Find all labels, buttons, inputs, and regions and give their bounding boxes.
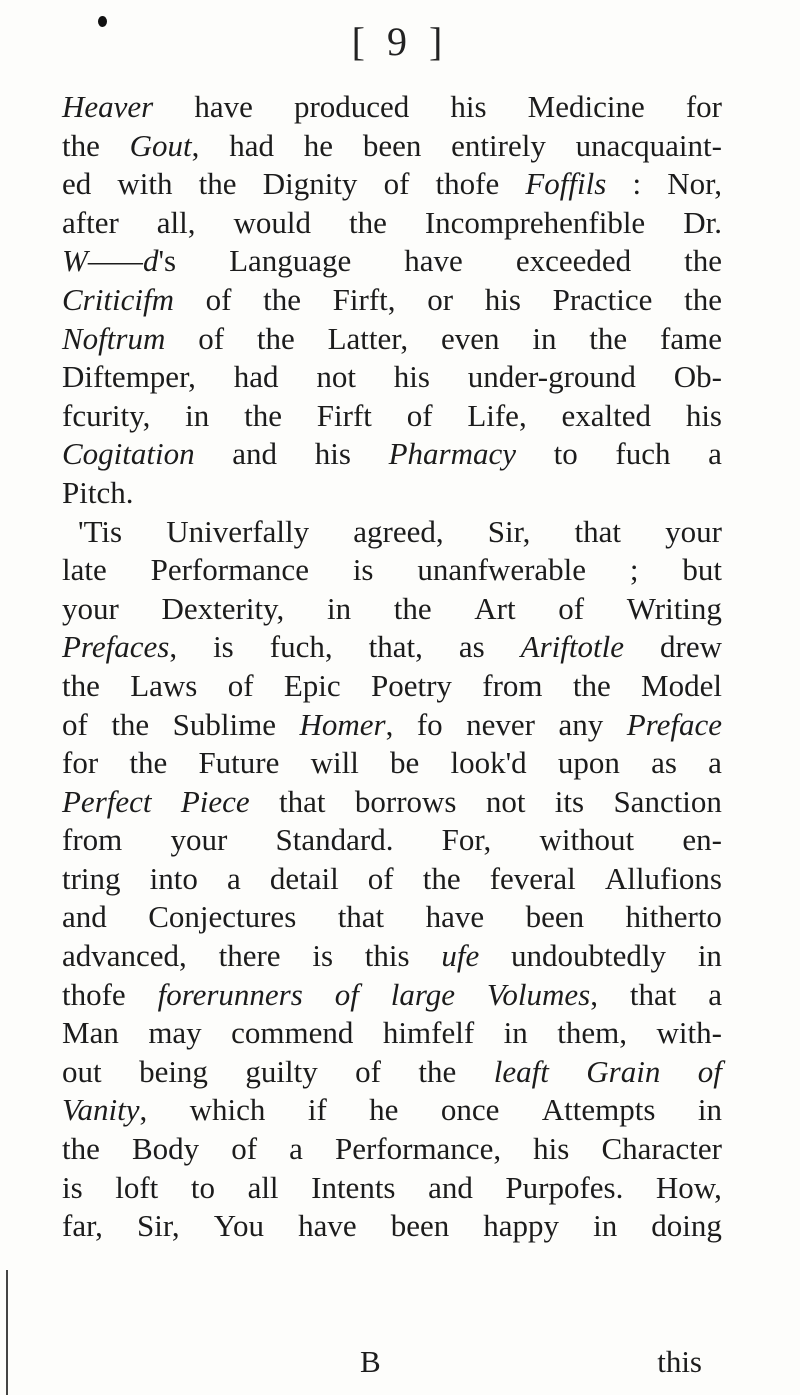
word: his xyxy=(685,397,722,433)
word: which xyxy=(189,1092,266,1128)
text-line xyxy=(62,860,722,899)
text-line xyxy=(62,1207,722,1246)
word: : xyxy=(632,166,642,202)
word: doing xyxy=(651,1208,722,1244)
word: of xyxy=(558,590,585,626)
word: for xyxy=(685,89,722,124)
word: agreed, xyxy=(353,513,444,549)
word: his xyxy=(314,436,351,472)
text-line xyxy=(62,976,722,1015)
word: his xyxy=(450,89,487,124)
word: Piece xyxy=(180,783,250,819)
word: that xyxy=(629,976,677,1012)
word: from xyxy=(62,822,123,858)
word: being xyxy=(139,1053,208,1089)
text-line xyxy=(62,706,722,745)
word: in xyxy=(697,938,722,974)
word: be xyxy=(390,745,420,781)
word: under-ground xyxy=(467,359,636,395)
word: the xyxy=(589,320,628,356)
word: happy xyxy=(483,1208,560,1244)
word: forerunners xyxy=(157,976,303,1012)
text-line xyxy=(62,1169,722,1208)
word: with xyxy=(117,166,173,202)
word: after xyxy=(62,204,119,240)
word: of xyxy=(383,166,410,202)
word: exceeded xyxy=(515,243,632,279)
text-line xyxy=(62,1091,722,1130)
word: into xyxy=(149,860,198,896)
text-line xyxy=(62,127,722,166)
word: Homer, xyxy=(299,706,394,742)
word: not xyxy=(316,359,356,395)
word: of xyxy=(367,860,394,896)
word: Prefaces, xyxy=(62,629,178,665)
word: Ob- xyxy=(673,359,722,395)
word: is xyxy=(62,1169,83,1205)
word: Art xyxy=(474,590,516,626)
text-line xyxy=(62,821,722,860)
word: Performance xyxy=(150,552,309,588)
word: Foffils xyxy=(525,166,607,202)
word: to xyxy=(553,436,578,472)
word: Volumes, xyxy=(486,976,598,1012)
word: without xyxy=(539,822,635,858)
word: Writing xyxy=(626,590,722,626)
word: the xyxy=(263,281,301,317)
word: en- xyxy=(682,822,722,858)
word: all xyxy=(247,1169,279,1205)
word: Sir, xyxy=(487,513,531,549)
word: the xyxy=(684,243,722,279)
word: once xyxy=(440,1092,500,1128)
word: if xyxy=(307,1092,327,1128)
word: Body xyxy=(131,1131,200,1167)
word: thofe xyxy=(62,976,126,1012)
word: commend xyxy=(231,1015,354,1051)
word: the xyxy=(62,127,100,163)
text-line xyxy=(62,1014,722,1053)
word: that xyxy=(574,513,622,549)
signature-mark: B xyxy=(360,1344,381,1379)
word: fcurity, xyxy=(62,397,151,433)
word: Dexterity, xyxy=(161,590,285,626)
word: a xyxy=(226,860,241,896)
word: but xyxy=(682,552,722,588)
word: Medicine xyxy=(527,89,645,124)
text-line xyxy=(62,898,722,937)
word: Preface xyxy=(626,706,722,742)
word: Epic xyxy=(283,667,341,703)
word: a xyxy=(708,976,722,1012)
word: You xyxy=(213,1208,265,1244)
word: produced xyxy=(293,89,410,124)
text-line xyxy=(62,320,722,359)
word: in xyxy=(593,1208,618,1244)
text-line xyxy=(62,242,722,281)
word: with- xyxy=(656,1015,722,1051)
text-line xyxy=(62,551,722,590)
word: Firft xyxy=(316,397,372,433)
text-line xyxy=(62,783,722,822)
word: Attempts xyxy=(541,1092,656,1128)
word: been xyxy=(525,899,585,935)
text-line xyxy=(62,435,722,474)
word: hitherto xyxy=(625,899,722,935)
word: exalted xyxy=(561,397,652,433)
word: undoubtedly xyxy=(511,938,667,974)
text-line xyxy=(62,1053,722,1092)
word: and xyxy=(232,436,278,472)
word: have xyxy=(404,243,463,279)
word: How, xyxy=(655,1169,722,1205)
word: as xyxy=(651,745,677,781)
word: Character xyxy=(601,1131,722,1167)
word: the xyxy=(684,281,722,317)
word: this xyxy=(364,938,410,974)
word: and xyxy=(428,1169,473,1205)
word: been xyxy=(390,1208,450,1244)
word: Language xyxy=(229,243,352,279)
text-line xyxy=(62,1130,722,1169)
word: of xyxy=(198,320,225,356)
word: Pharmacy xyxy=(388,436,516,472)
word: feveral xyxy=(489,860,576,896)
word: Life, xyxy=(467,397,527,433)
word: Nor, xyxy=(667,166,722,202)
word: have xyxy=(194,89,253,124)
word: loft xyxy=(115,1169,159,1205)
word: Diftemper, xyxy=(62,359,196,395)
word: Vanity, xyxy=(62,1092,148,1128)
word: your xyxy=(62,590,119,626)
word: your xyxy=(170,822,228,858)
word: late xyxy=(62,552,107,588)
word: for xyxy=(62,745,99,781)
word: even xyxy=(440,320,500,356)
word: entirely xyxy=(451,127,546,163)
page-number: [ 9 ] xyxy=(351,19,449,64)
word: its xyxy=(554,783,585,819)
word: Ariftotle xyxy=(520,629,624,665)
word: to xyxy=(190,1169,215,1205)
word: Grain xyxy=(586,1053,661,1089)
text-line xyxy=(62,204,722,243)
text-line xyxy=(62,474,722,513)
word: the xyxy=(62,667,100,703)
word: Allufions xyxy=(604,860,722,896)
word: there xyxy=(218,938,281,974)
word: or xyxy=(427,281,454,317)
word: is xyxy=(312,938,334,974)
text-line xyxy=(62,281,722,320)
word: his xyxy=(484,281,521,317)
word: that xyxy=(337,899,385,935)
word: thofe xyxy=(435,166,500,202)
word: far, xyxy=(62,1208,103,1244)
word: Conjectures xyxy=(148,899,297,935)
text-line xyxy=(62,165,722,204)
word: in xyxy=(326,590,352,626)
word: in xyxy=(697,1092,722,1128)
word: borrows xyxy=(354,783,457,819)
word: Performance, xyxy=(334,1131,502,1167)
word: unacquaint- xyxy=(575,127,722,163)
word: 'Tis xyxy=(78,513,123,549)
word: he xyxy=(369,1092,399,1128)
word: the xyxy=(256,320,295,356)
text-line xyxy=(62,358,722,397)
word: Practice xyxy=(552,281,653,317)
word: a xyxy=(289,1131,303,1167)
word: the xyxy=(129,745,168,781)
word: Poetry xyxy=(370,667,452,703)
word: been xyxy=(362,127,422,163)
word: them, xyxy=(557,1015,627,1051)
word: and xyxy=(62,899,107,935)
word: Latter, xyxy=(327,320,409,356)
word: of xyxy=(231,1131,258,1167)
word: detail xyxy=(269,860,339,896)
word: fuch, xyxy=(269,629,333,665)
word: advanced, xyxy=(62,938,187,974)
word: of xyxy=(227,667,254,703)
word: the xyxy=(418,1053,457,1089)
word: drew xyxy=(660,629,722,665)
word: Laws xyxy=(130,667,198,703)
text-line xyxy=(62,513,722,552)
word: as xyxy=(458,629,485,665)
word: the xyxy=(62,1131,100,1167)
word: may xyxy=(148,1015,202,1051)
page-edge-shadow xyxy=(6,1270,8,1395)
word: Firft, xyxy=(332,281,396,317)
word: large xyxy=(390,976,455,1012)
word: that xyxy=(279,783,326,819)
word: of xyxy=(334,976,359,1012)
word: all, xyxy=(156,204,196,240)
word: had xyxy=(229,127,274,163)
word: is xyxy=(352,552,374,588)
text-line xyxy=(62,628,722,667)
word: tring xyxy=(62,860,121,896)
word: ufe xyxy=(441,938,480,974)
word: in xyxy=(185,397,210,433)
word: Perfect xyxy=(62,783,152,819)
word: Standard. xyxy=(275,822,394,858)
word: upon xyxy=(557,745,620,781)
word: the xyxy=(198,166,237,202)
text-line xyxy=(62,590,722,629)
word: out xyxy=(62,1053,102,1089)
word: the xyxy=(244,397,282,433)
word: Noftrum xyxy=(62,320,166,356)
word: your xyxy=(665,513,722,549)
word: will xyxy=(310,745,359,781)
word: unanfwerable xyxy=(417,552,587,588)
word: Sublime xyxy=(172,706,277,742)
word: Intents xyxy=(311,1169,396,1205)
footer-line xyxy=(62,1344,722,1384)
word: leaft xyxy=(493,1053,549,1089)
word: a xyxy=(708,436,722,472)
word: fo xyxy=(416,706,443,742)
word: the xyxy=(422,860,461,896)
word: guilty xyxy=(245,1053,318,1089)
word: of xyxy=(406,397,433,433)
word: not xyxy=(485,783,526,819)
text-line xyxy=(62,397,722,436)
word: Dignity xyxy=(262,166,358,202)
word: Criticifm xyxy=(62,281,174,317)
word: ; xyxy=(629,552,639,588)
text-line xyxy=(62,667,722,706)
word: For, xyxy=(441,822,492,858)
text-line xyxy=(62,88,722,127)
word: of xyxy=(697,1053,722,1089)
word: himfelf xyxy=(382,1015,475,1051)
word: look'd xyxy=(450,745,527,781)
word: never xyxy=(466,706,535,742)
text-line xyxy=(62,744,722,783)
word: is xyxy=(213,629,234,665)
word: Gout, xyxy=(129,127,200,163)
word: that, xyxy=(368,629,423,665)
text-line xyxy=(62,937,722,976)
word: have xyxy=(425,899,485,935)
catchword: this xyxy=(657,1344,702,1379)
word: Incomprehenfible xyxy=(424,204,646,240)
word: he xyxy=(303,127,334,163)
word: in xyxy=(532,320,557,356)
word: of xyxy=(205,281,232,317)
word: Sanction xyxy=(613,783,722,819)
word: Future xyxy=(198,745,280,781)
text-segment: Pitch. xyxy=(62,474,134,510)
word: his xyxy=(393,359,430,395)
word: of xyxy=(62,706,88,742)
word: Cogitation xyxy=(62,436,195,472)
word: Univerfally xyxy=(166,513,310,549)
word: Heaver xyxy=(62,89,154,124)
word: fuch xyxy=(615,436,671,472)
body-text xyxy=(62,88,722,1246)
word: the xyxy=(393,590,432,626)
word: a xyxy=(708,745,722,781)
word: fame xyxy=(660,320,722,356)
word: ed xyxy=(62,166,92,202)
word: had xyxy=(233,359,279,395)
word: Dr. xyxy=(683,204,722,240)
word: the xyxy=(111,706,150,742)
word: any xyxy=(558,706,604,742)
word: have xyxy=(298,1208,357,1244)
word: would xyxy=(233,204,311,240)
word: in xyxy=(503,1015,528,1051)
word: the xyxy=(348,204,387,240)
word: the xyxy=(572,667,611,703)
word: from xyxy=(482,667,543,703)
word: his xyxy=(533,1131,570,1167)
word: Sir, xyxy=(136,1208,180,1244)
word: Model xyxy=(641,667,722,703)
word: of xyxy=(355,1053,381,1089)
word: W——d's xyxy=(62,243,177,279)
word: Purpofes. xyxy=(505,1169,624,1205)
word: Man xyxy=(62,1015,119,1051)
